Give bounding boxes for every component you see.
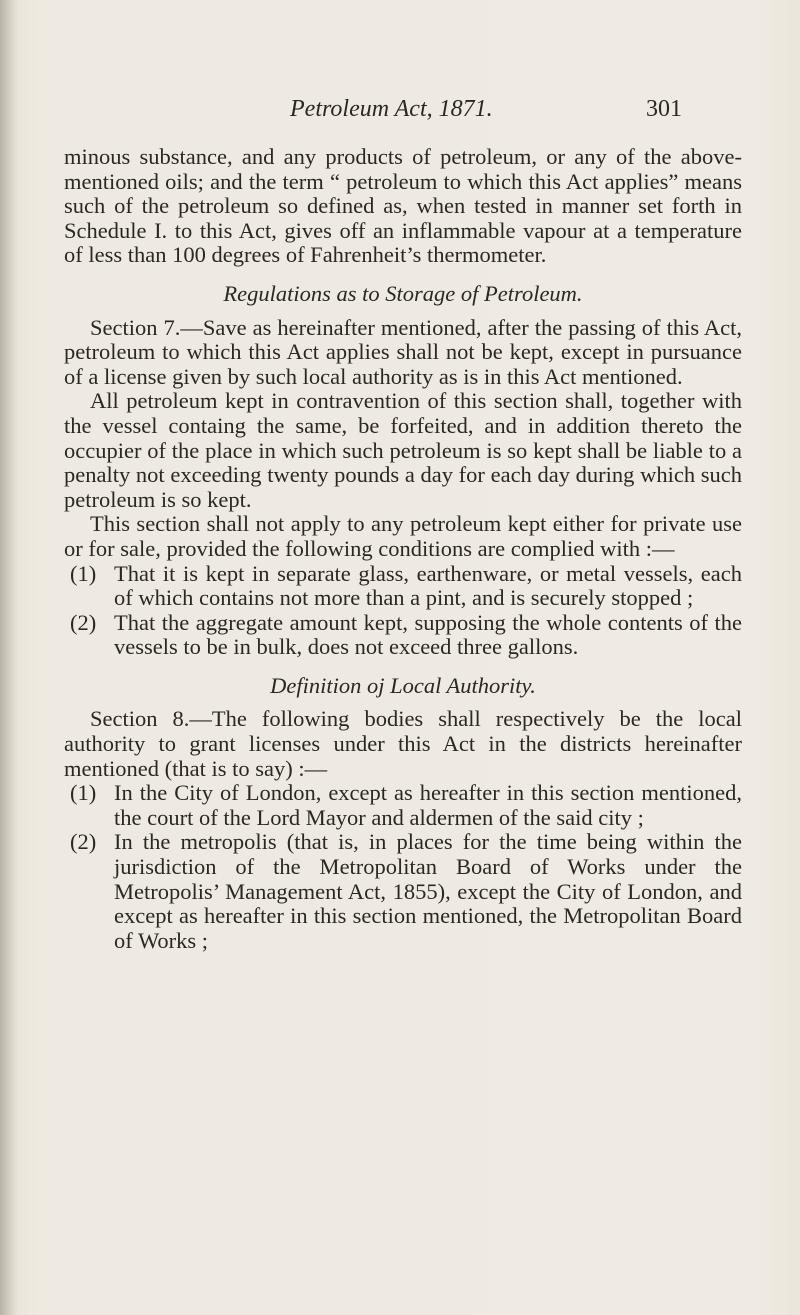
authority-item <box>70 781 742 830</box>
section-7-paragraph-2: All petroleum kept in contravention of this section shall, together with the vessel containg the same, be forfeited, and in addition thereto the occupier of the place in which such petroleum is so kept shall be liable to a penalty not exceeding twenty pounds a day for each day during which such petroleum is so kept. <box>64 388 742 512</box>
condition-text: That it is kept in separate glass, earthenware, or metal vessels, each of which contains not more than a pint, and is securely stopped ; <box>114 560 742 611</box>
page-header <box>0 96 800 126</box>
authority-number: (2) <box>70 829 97 855</box>
page-number: 301 <box>646 96 682 122</box>
authority-item <box>70 830 742 953</box>
authority-text: In the City of London, except as hereafter in this section mentioned, the court of the Lord Mayor and aldermen of the said city ; <box>114 780 742 830</box>
condition-number: (1) <box>70 560 97 586</box>
heading-storage: Regulations as to Storage of Petroleum. <box>223 280 583 306</box>
section-8-paragraph-1: Section 8.—The following bodies shall respectively be the local authority to grant licenses under this Act in the districts hereinafter mentioned (that is to say) :— <box>64 706 742 781</box>
page-spine-shadow <box>0 0 18 1315</box>
section-7-paragraph-3: This section shall not apply to any petroleum kept either for private use or for sale, provided the following conditions are complied with :— <box>64 511 742 561</box>
section-7-paragraph-1: Section 7.—Save as hereinafter mentioned, after the passing of this Act, petroleum to which this Act applies shall not be kept, except in pursuance of a license given by such local authority as is in this Act mentioned. <box>64 314 742 389</box>
condition-item <box>70 562 742 611</box>
authority-text: In the metropolis (that is, in places for the time being within the jurisdiction of the Metropolitan Board of Works under the Metropolis’ Management Act, 1855), except the City of London, and except as hereafter in this section mentioned, the Metropolitan Board of Works ; <box>114 829 742 953</box>
condition-number: (2) <box>70 609 97 635</box>
paragraph-definition: minous substance, and any products of petroleum, or any of the above-mentioned oils; and the term “ petroleum to which this Act applies” means such of the petroleum so defined as, when tested in manner set forth in Schedule I. to this Act, gives off an inflammable vapour at a temperature of less than 100 degrees of Fahrenheit’s thermometer. <box>64 144 742 268</box>
section-7-conditions <box>70 562 742 660</box>
heading-local-authority: Definition oj Local Authority. <box>270 672 536 698</box>
body-text <box>64 145 742 953</box>
section-8-items <box>70 781 742 953</box>
authority-number: (1) <box>70 780 97 806</box>
running-title: Petroleum Act, 1871. <box>290 96 493 122</box>
condition-text: That the aggregate amount kept, supposing the whole contents of the vessels to be in bulk, does not exceed three gallons. <box>114 609 742 660</box>
condition-item <box>70 611 742 660</box>
